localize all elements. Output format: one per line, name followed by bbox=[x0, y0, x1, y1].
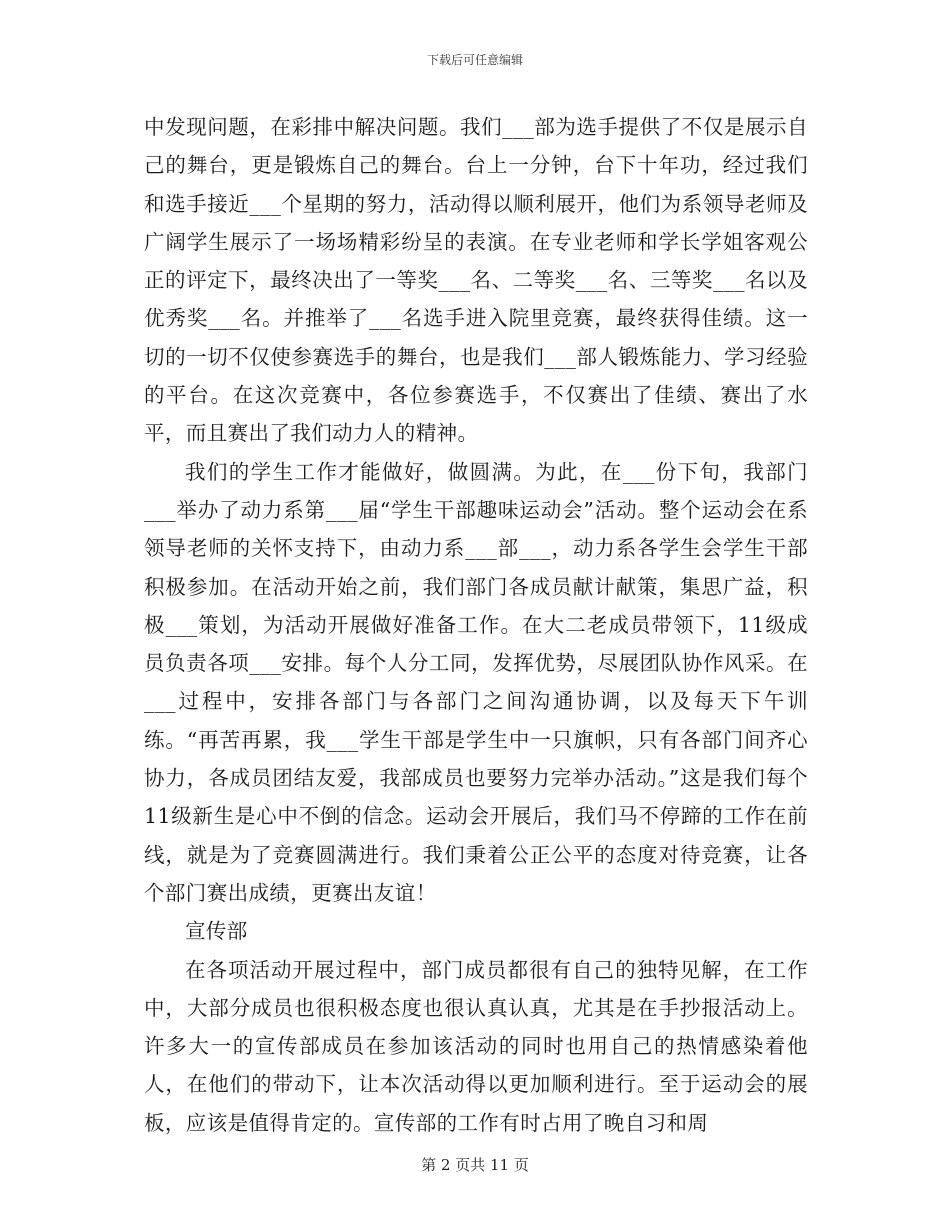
document-body bbox=[144, 108, 808, 1142]
page-number: 第 2 页共 11 页 bbox=[421, 1156, 529, 1174]
paragraph-1: 中发现问题，在彩排中解决问题。我们___部为选手提供了不仅是展示自己的舞台，更是锻炼自己的舞台。台上一分钟，台下十年功，经过我们和选手接近___个星期的努力，活动得以顺利展开，他们为系领导老师及广阔学生展示了一场场精彩纷呈的表演。在专业老师和学长学姐客观公正的评定下，最终决出了一等奖___名、二等奖___名、三等奖___名以及优秀奖___名。并推举了___名选手进入院里竞赛，最终获得佳绩。这一切的一切不仅使参赛选手的舞台，也是我们___部人锻炼能力、学习经验的平台。在这次竞赛中，各位参赛选手，不仅赛出了佳绩、赛出了水平，而且赛出了我们动力人的精神。 bbox=[144, 115, 808, 446]
paragraph-2: 我们的学生工作才能做好，做圆满。为此，在___份下旬，我部门___举办了动力系第___届“学生干部趣味运动会”活动。整个运动会在系领导老师的关怀支持下，由动力系___部___，动力系各学生会学生干部积极参加。在活动开始之前，我们部门各成员献计献策，集思广益，积极___策划，为活动开展做好准备工作。在大二老成员带领下，11级成员负责各项___安排。每个人分工同，发挥优势，尽展团队协作风采。在___过程中，安排各部门与各部门之间沟通协调，以及每天下午训练。“再苦再累，我___学生干部是学生中一只旗帜，只有各部门间齐心协力，各成员团结友爱，我部成员也要努力完举办活动。”这是我们每个11级新生是心中不倒的信念。运动会开展后，我们马不停蹄的工作在前线，就是为了竞赛圆满进行。我们秉着公正公平的态度对待竞赛，让各个部门赛出成绩，更赛出友谊！ bbox=[144, 459, 808, 905]
section-heading: 宣传部 bbox=[185, 919, 248, 944]
page-header: 下载后可任意编辑 bbox=[426, 53, 523, 67]
paragraph-3: 在各项活动开展过程中，部门成员都很有自己的独特见解，在工作中，大部分成员也很积极态度也很认真认真，尤其是在手抄报活动上。许多大一的宣传部成员在参加该活动的同时也用自己的热情感染着他人，在他们的带动下，让本次活动得以更加顺利进行。至于运动会的展板，应该是值得肯定的。宣传部的工作有时占用了晚自习和周 bbox=[144, 957, 808, 1135]
